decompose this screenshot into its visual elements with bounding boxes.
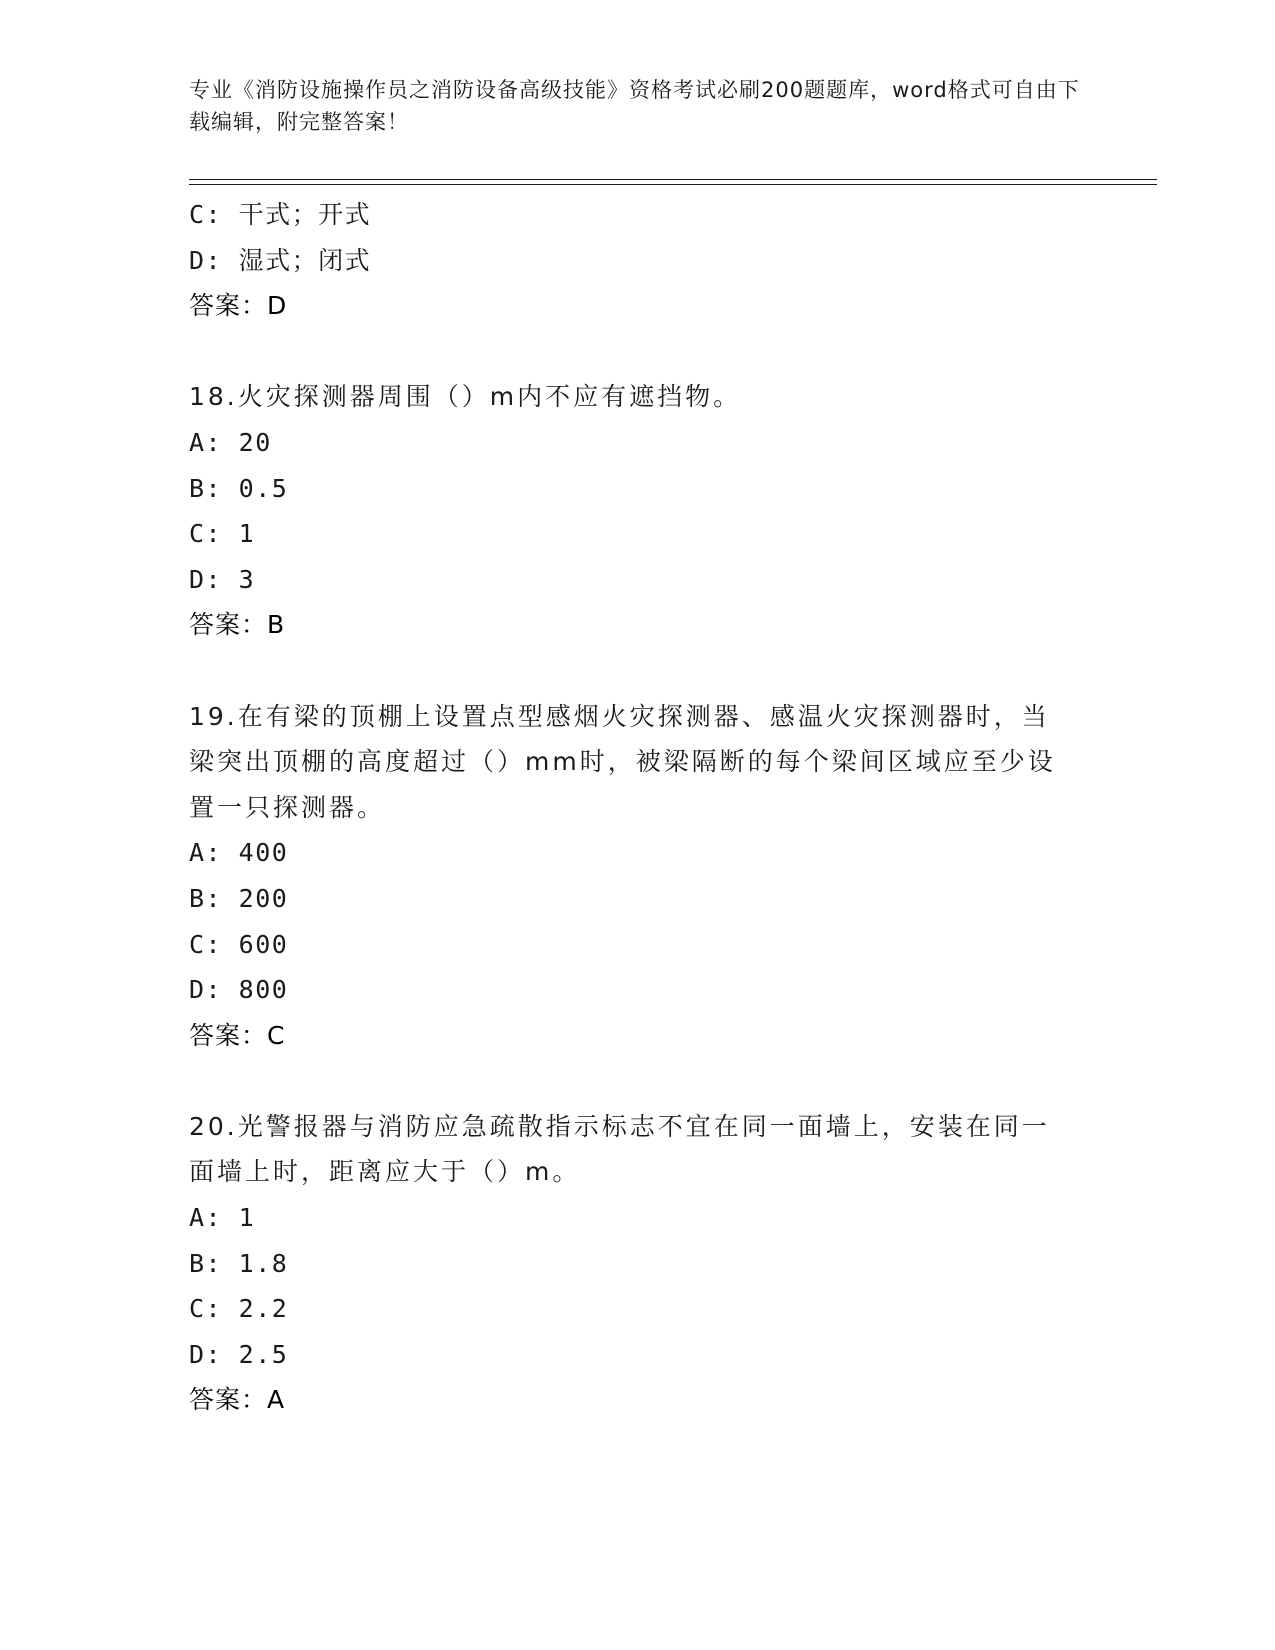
option-c: C: 2.2 <box>189 1294 289 1324</box>
question-19 <box>189 694 1089 1059</box>
option-a: A: 20 <box>189 427 272 457</box>
option-d: D: 湿式；闭式 <box>189 245 372 275</box>
option-c: C: 1 <box>189 519 256 549</box>
document-body <box>189 192 1089 1423</box>
header-rule-bottom <box>189 184 1157 185</box>
question-stem: 20.光警报器与消防应急疏散指示标志不宜在同一面墙上，安装在同一面墙上时，距离应大于（）m。 <box>189 1111 1050 1187</box>
option-c: C: 干式；开式 <box>189 200 372 229</box>
question-18 <box>189 374 1089 648</box>
option-b: B: 0.5 <box>189 473 289 503</box>
question-stem: 18.火灾探测器周围（）m内不应有遮挡物。 <box>189 382 742 412</box>
option-d: D: 3 <box>189 564 256 594</box>
option-a: A: 400 <box>189 838 289 868</box>
answer: 答案：B <box>189 610 286 640</box>
spacer <box>189 329 1089 375</box>
option-b: B: 1.8 <box>189 1248 289 1278</box>
question-17-continued <box>189 192 1089 329</box>
spacer <box>189 648 1089 694</box>
answer: 答案：D <box>189 291 288 321</box>
option-b: B: 200 <box>189 883 289 913</box>
option-c: C: 600 <box>189 929 289 959</box>
question-20 <box>189 1104 1089 1423</box>
option-d: D: 2.5 <box>189 1339 289 1369</box>
header-rule-top <box>189 179 1157 180</box>
document-header: 专业《消防设施操作员之消防设备高级技能》资格考试必刷200题题库，word格式可自由下载编辑，附完整答案！ <box>189 78 1080 134</box>
answer: 答案：C <box>189 1020 286 1050</box>
answer: 答案：A <box>189 1385 286 1415</box>
option-a: A: 1 <box>189 1203 256 1233</box>
question-stem: 19.在有梁的顶棚上设置点型感烟火灾探测器、感温火灾探测器时，当梁突出顶棚的高度超过（）mm时，被梁隔断的每个梁间区域应至少设置一只探测器。 <box>189 701 1056 822</box>
option-d: D: 800 <box>189 975 289 1005</box>
spacer <box>189 1058 1089 1104</box>
